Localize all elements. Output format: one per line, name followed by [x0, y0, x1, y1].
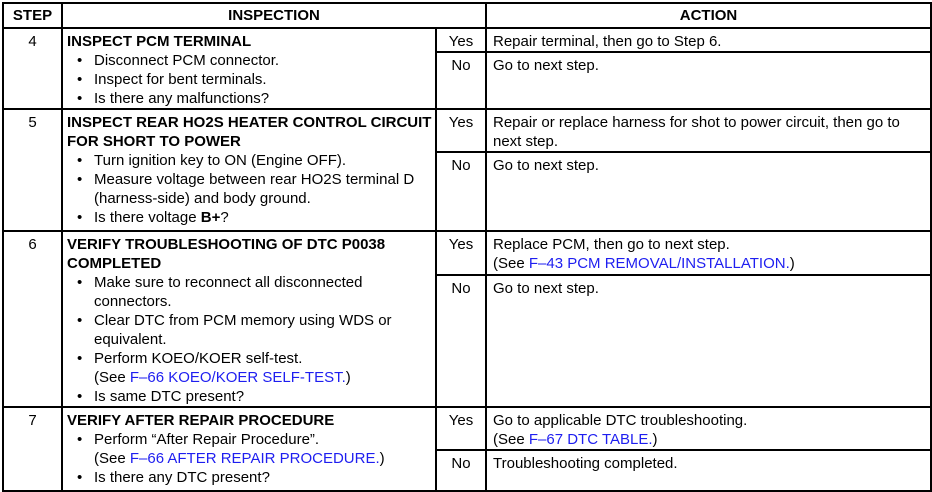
no-cell: No: [436, 152, 486, 231]
action-cell-no: [486, 52, 931, 109]
text-line: [493, 430, 926, 449]
bullet-item: [66, 89, 433, 108]
inspection-cell: [62, 109, 436, 231]
bullet-icon: •: [77, 274, 83, 291]
action-cell-yes: [486, 407, 931, 450]
no-cell: No: [436, 275, 486, 407]
see-reference-link[interactable]: F–67 DTC TABLE.: [528, 431, 653, 448]
text-line: [94, 368, 433, 387]
text-segment: Perform “After Repair Procedure”.: [94, 431, 320, 448]
text-segment: ): [652, 431, 658, 448]
yes-cell: Yes: [436, 407, 486, 450]
text-segment: Is there any DTC present?: [94, 469, 270, 486]
text-line: [94, 51, 433, 70]
table-body: [3, 28, 931, 491]
bullet-item: [66, 208, 433, 227]
text-segment: (See: [94, 369, 130, 386]
text-line: [94, 387, 433, 406]
text-segment: Troubleshooting completed.: [493, 455, 678, 472]
text-line: [493, 411, 926, 430]
bullet-text: [94, 387, 433, 406]
text-line: [94, 430, 433, 449]
text-line: [94, 151, 433, 170]
text-line: [493, 113, 926, 151]
inspection-title: INSPECT REAR HO2S HEATER CONTROL CIRCUIT FOR SHORT TO POWER: [67, 114, 432, 150]
bullet-text: [94, 468, 433, 487]
bullet-icon: •: [77, 52, 83, 69]
see-reference-link[interactable]: F–66 AFTER REPAIR PROCEDURE.: [129, 450, 380, 467]
bullet-item: [66, 430, 433, 468]
no-cell: No: [436, 52, 486, 109]
inspection-cell: [62, 28, 436, 109]
see-reference-link[interactable]: F–66 KOEO/KOER SELF-TEST.: [129, 369, 346, 386]
text-segment: Perform KOEO/KOER self-test.: [94, 350, 303, 367]
column-header-inspection: INSPECTION: [62, 3, 486, 28]
text-line: [493, 279, 926, 298]
bullet-icon: •: [77, 431, 83, 448]
bullet-icon: •: [77, 90, 83, 107]
text-segment: ?: [220, 209, 229, 226]
text-segment: (See: [493, 255, 529, 272]
text-line: [493, 254, 926, 273]
text-line: [493, 156, 926, 175]
text-segment: Disconnect PCM connector.: [94, 52, 280, 69]
action-cell-no: [486, 450, 931, 491]
text-line: [94, 89, 433, 108]
text-segment: Is there any malfunctions?: [94, 90, 270, 107]
step-number-cell: 6: [3, 231, 62, 407]
text-line: [94, 70, 433, 89]
text-segment: Is there voltage: [94, 209, 201, 226]
bullet-icon: •: [77, 209, 83, 226]
text-segment: Go to next step.: [493, 279, 599, 297]
text-segment: ): [345, 369, 351, 386]
inspection-title: INSPECT PCM TERMINAL: [67, 33, 252, 50]
step-row-yes: [3, 231, 931, 275]
text-segment: Repair terminal, then go to Step 6.: [493, 33, 722, 50]
column-header-step: STEP: [3, 3, 62, 28]
bullet-text: [94, 89, 433, 108]
text-segment: Measure voltage between rear HO2S terminal D (harness-side) and body ground.: [94, 171, 415, 207]
bullet-text: [94, 70, 433, 89]
inspection-cell: [62, 407, 436, 491]
action-cell-no: [486, 152, 931, 231]
column-header-action: ACTION: [486, 3, 931, 28]
bullet-icon: •: [77, 350, 83, 367]
step-row-yes: [3, 28, 931, 52]
bullet-text: [94, 170, 433, 208]
bullet-text: [94, 51, 433, 70]
bullet-icon: •: [77, 171, 83, 188]
text-line: [94, 208, 433, 227]
yes-cell: Yes: [436, 109, 486, 152]
emphasis-text: B+: [200, 209, 221, 226]
bullet-icon: •: [77, 71, 83, 88]
text-segment: ): [789, 255, 795, 272]
text-segment: Inspect for bent terminals.: [94, 71, 267, 88]
step-row-yes: [3, 109, 931, 152]
bullet-icon: •: [77, 152, 83, 169]
bullet-item: [66, 51, 433, 70]
bullet-icon: •: [77, 388, 83, 405]
bullet-item: [66, 151, 433, 170]
text-line: [94, 311, 433, 349]
text-line: [94, 349, 433, 368]
text-segment: Make sure to reconnect all disconnected connectors.: [94, 274, 363, 310]
no-cell: No: [436, 450, 486, 491]
bullet-text: [94, 430, 433, 468]
text-segment: Replace PCM, then go to next step.: [493, 236, 730, 253]
bullet-icon: •: [77, 312, 83, 329]
text-segment: Clear DTC from PCM memory using WDS or equivalent.: [94, 312, 392, 348]
text-segment: Repair or replace harness for shot to power circuit, then go to next step.: [493, 114, 900, 150]
bullet-text: [94, 208, 433, 227]
troubleshooting-table: [2, 2, 932, 492]
bullet-item: [66, 170, 433, 208]
bullet-item: [66, 311, 433, 349]
text-segment: Go to next step.: [493, 57, 599, 74]
inspection-title: VERIFY TROUBLESHOOTING OF DTC P0038 COMPLETED: [67, 236, 386, 272]
text-segment: ): [379, 450, 385, 467]
text-segment: Turn ignition key to ON (Engine OFF).: [94, 152, 347, 169]
action-cell-yes: [486, 28, 931, 52]
text-segment: (See: [493, 431, 529, 448]
step-number-cell: 4: [3, 28, 62, 109]
text-line: [493, 32, 926, 51]
bullet-text: [94, 311, 433, 349]
text-segment: Go to applicable DTC troubleshooting.: [493, 412, 748, 429]
step-number-cell: 5: [3, 109, 62, 231]
header-row: [3, 3, 931, 28]
bullet-item: [66, 70, 433, 89]
action-cell-yes: [486, 231, 931, 275]
text-line: [94, 449, 433, 468]
bullet-item: [66, 349, 433, 387]
text-line: [493, 56, 926, 75]
bullet-icon: •: [77, 469, 83, 486]
bullet-item: [66, 273, 433, 311]
yes-cell: Yes: [436, 231, 486, 275]
step-number-cell: 7: [3, 407, 62, 491]
bullet-text: [94, 349, 433, 387]
step-row-yes: [3, 407, 931, 450]
action-cell-yes: [486, 109, 931, 152]
bullet-item: [66, 468, 433, 487]
text-segment: Go to next step.: [493, 157, 599, 174]
bullet-item: [66, 387, 433, 406]
inspection-cell: [62, 231, 436, 407]
text-line: [94, 170, 433, 208]
action-cell-no: [486, 275, 931, 407]
text-segment: Is same DTC present?: [94, 388, 245, 405]
text-line: [94, 468, 433, 487]
text-line: [493, 454, 926, 473]
see-reference-link[interactable]: F–43 PCM REMOVAL/INSTALLATION.: [528, 255, 790, 272]
bullet-text: [94, 273, 433, 311]
text-segment: (See: [94, 450, 130, 467]
text-line: [493, 235, 926, 254]
inspection-title: VERIFY AFTER REPAIR PROCEDURE: [67, 412, 335, 429]
text-line: [94, 273, 433, 311]
bullet-text: [94, 151, 433, 170]
yes-cell: Yes: [436, 28, 486, 52]
